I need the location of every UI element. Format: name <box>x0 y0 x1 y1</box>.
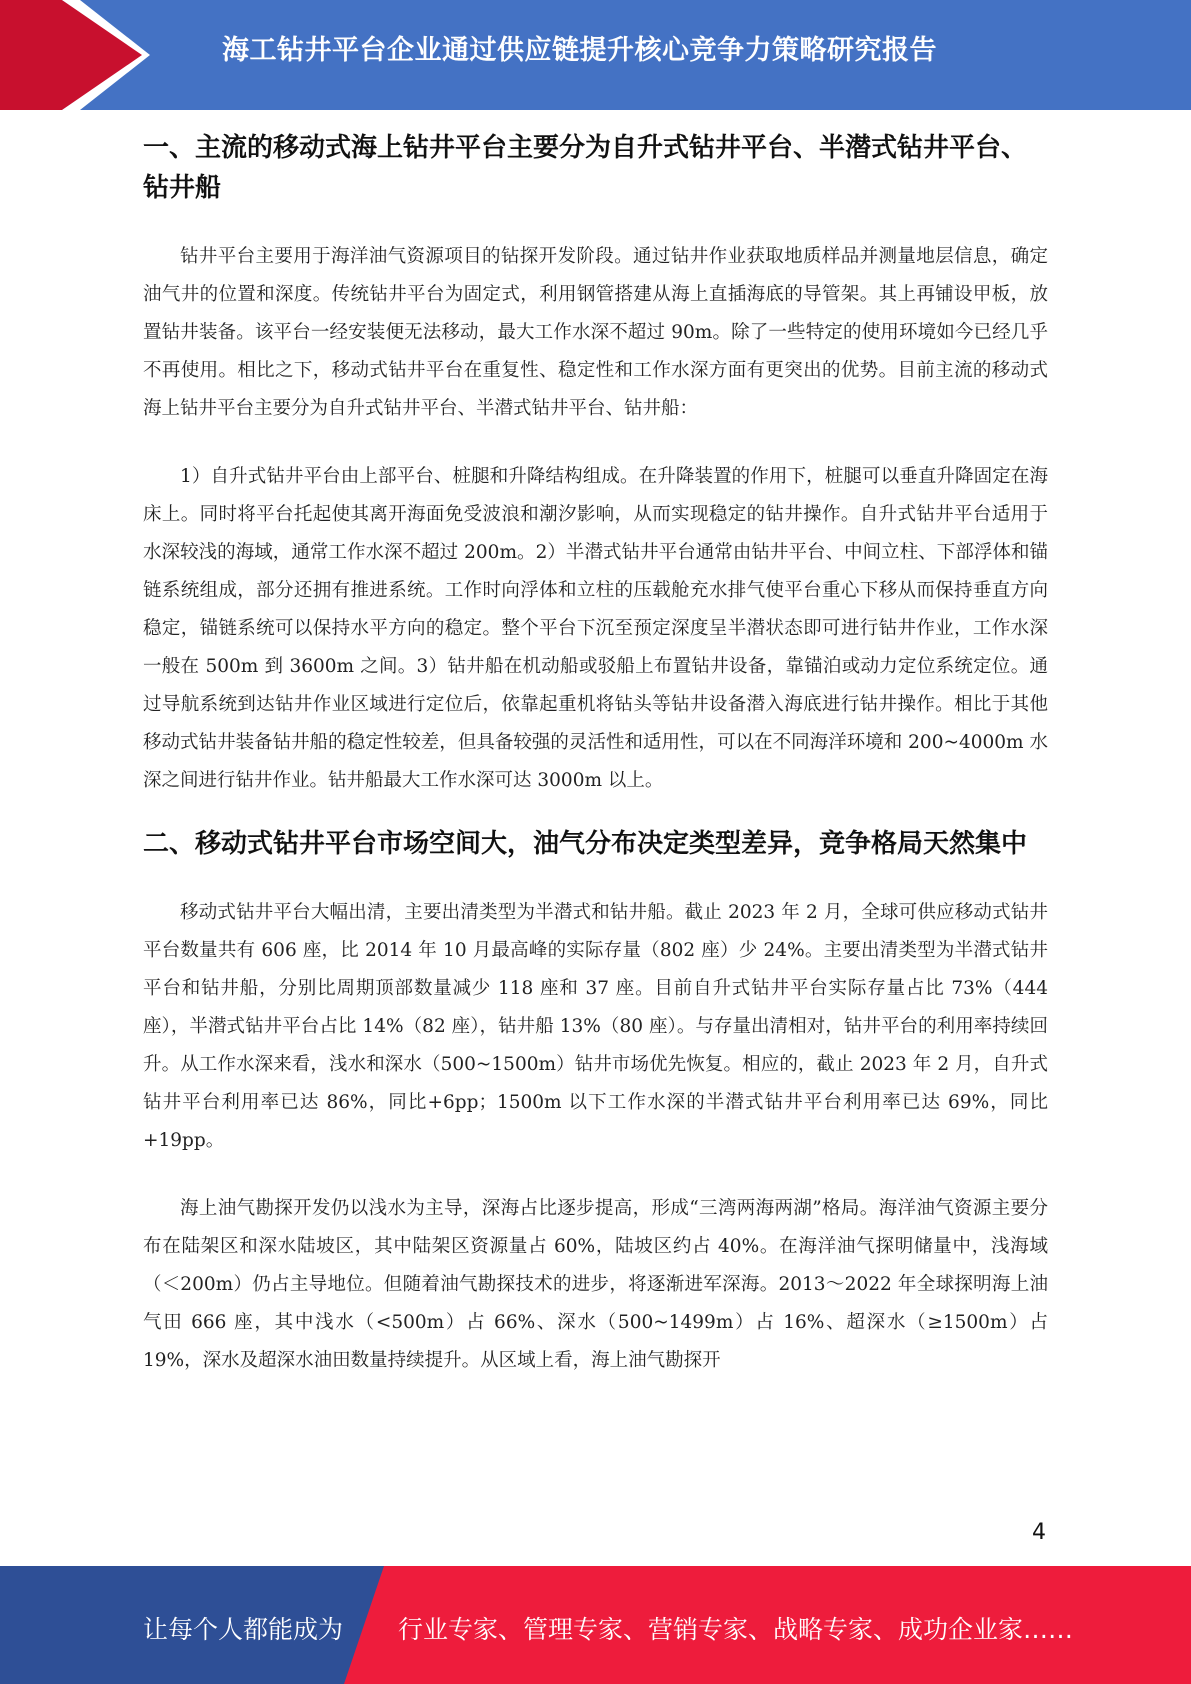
page-body <box>143 128 1048 1380</box>
page-footer <box>0 1566 1191 1684</box>
page-number: 4 <box>1032 1520 1046 1545</box>
section-2-paragraph-1: 移动式钻井平台大幅出清，主要出清类型为半潜式和钻井船。截止 2023 年 2 月，全球可供应移动式钻井平台数量共有 606 座，比 2014 年 10 月最高峰的实际存量（802 座）少 24%。主要出清类型为半潜式钻井平台和钻井船，分别比周期顶部数量减少 118 座和 37 座。目前自升式钻井平台实际存量占比 73%（444 座），半潜式钻井平台占比 14%（82 座），钻井船 13%（80 座）。与存量出清相对，钻井平台的利用率持续回升。从工作水深来看，浅水和深水（500~1500m）钻井市场优先恢复。相应的，截止 2023 年 2 月，自升式钻井平台利用率已达 86%，同比+6pp；1500m 以下工作水深的半潜式钻井平台利用率已达 69%，同比+19pp。 <box>143 902 1048 1151</box>
section-1-heading: 一、主流的移动式海上钻井平台主要分为自升式钻井平台、半潜式钻井平台、钻井船 <box>143 133 1028 203</box>
section-2-heading: 二、移动式钻井平台市场空间大，油气分布决定类型差异，竞争格局天然集中 <box>143 829 1028 859</box>
page-header <box>0 0 1191 110</box>
section-1-paragraph-2: 1）自升式钻井平台由上部平台、桩腿和升降结构组成。在升降装置的作用下，桩腿可以垂直升降固定在海床上。同时将平台托起使其离开海面免受波浪和潮汐影响，从而实现稳定的钻井操作。自升式钻井平台适用于水深较浅的海域，通常工作水深不超过 200m。2）半潜式钻井平台通常由钻井平台、中间立柱、下部浮体和锚链系统组成，部分还拥有推进系统。工作时向浮体和立柱的压载舱充水排气使平台重心下移从而保持垂直方向稳定，锚链系统可以保持水平方向的稳定。整个平台下沉至预定深度呈半潜状态即可进行钻井作业，工作水深一般在 500m 到 3600m 之间。3）钻井船在机动船或驳船上布置钻井设备，靠锚泊或动力定位系统定位。通过导航系统到达钻井作业区域进行定位后，依靠起重机将钻头等钻井设备潜入海底进行钻井操作。相比于其他移动式钻井装备钻井船的稳定性较差，但具备较强的灵活性和适用性，可以在不同海洋环境和 200~4000m 水深之间进行钻井作业。钻井船最大工作水深可达 3000m 以上。 <box>143 466 1048 791</box>
footer-slogan-left: 让每个人都能成为 <box>143 1615 344 1644</box>
section-1-paragraph-1: 钻井平台主要用于海洋油气资源项目的钻探开发阶段。通过钻井作业获取地质样品并测量地层信息，确定油气井的位置和深度。传统钻井平台为固定式，利用钢管搭建从海上直插海底的导管架。其上再铺设甲板，放置钻井装备。该平台一经安装便无法移动，最大工作水深不超过 90m。除了一些特定的使用环境如今已经几乎不再使用。相比之下，移动式钻井平台在重复性、稳定性和工作水深方面有更突出的优势。目前主流的移动式海上钻井平台主要分为自升式钻井平台、半潜式钻井平台、钻井船： <box>143 246 1048 419</box>
footer-slogan-right: 行业专家、管理专家、营销专家、战略专家、成功企业家…… <box>398 1615 1074 1644</box>
report-title: 海工钻井平台企业通过供应链提升核心竞争力策略研究报告 <box>222 35 937 66</box>
header-arrow-decoration <box>0 0 170 110</box>
section-2-paragraph-2: 海上油气勘探开发仍以浅水为主导，深海占比逐步提高，形成“三湾两海两湖”格局。海洋油气资源主要分布在陆架区和深水陆坡区，其中陆架区资源量占 60%，陆坡区约占 40%。在海洋油气探明储量中，浅海域（＜200m）仍占主导地位。但随着油气勘探技术的进步，将逐渐进军深海。2013～2022 年全球探明海上油气田 666 座，其中浅水（<500m）占 66%、深水（500~1499m）占 16%、超深水（≥1500m）占 19%，深水及超深水油田数量持续提升。从区域上看，海上油气勘探开 <box>143 1198 1048 1371</box>
